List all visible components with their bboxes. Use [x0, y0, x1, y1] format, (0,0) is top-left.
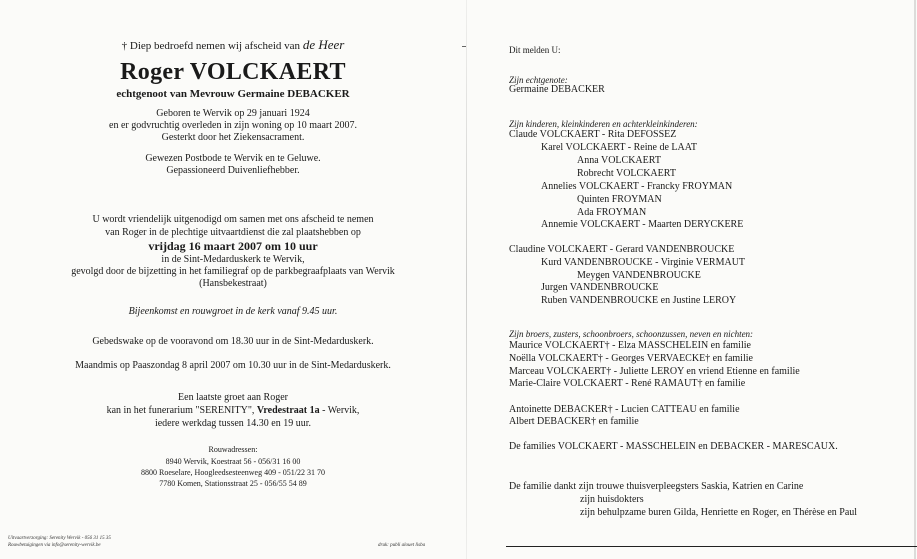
fold-mark	[462, 46, 466, 47]
month-mass-line: Maandmis op Paaszondag 8 april 2007 om 10.30 uur in de Sint-Medarduskerk.	[75, 360, 391, 371]
opening-line: Dit melden U:	[509, 45, 561, 55]
intro-title: de Heer	[302, 37, 345, 52]
greeting-text: kan in het funerarium "SERENITY",	[106, 405, 255, 416]
sibling-line: Marceau VOLCKAERT† - Juliette LEROY en vriend Etienne en familie	[509, 366, 800, 377]
in-law-line: Albert DEBACKER† en familie	[509, 416, 639, 427]
siblings-heading: Zijn broers, zusters, schoonbroers, schoonzussen, neven en nichten:	[509, 329, 754, 339]
intro-text: † Diep bedroefd nemen wij afscheid van	[121, 40, 301, 52]
funeral-home-city: - Wervik,	[322, 405, 360, 416]
death-line: en er godvruchtig overleden in zijn woning op 10 maart 2007.	[109, 120, 357, 131]
address-1: 8940 Wervik, Koestraat 56 - 056/31 16 00	[165, 457, 301, 466]
page-edge-shadow	[914, 0, 916, 559]
family-line: Robrecht VOLCKAERT	[577, 168, 676, 179]
intro-line	[0, 39, 466, 52]
burial-line-2: (Hansbekestraat)	[199, 278, 267, 289]
family-line: Karel VOLCKAERT - Reine de LAAT	[541, 142, 697, 153]
family-line: Jurgen VANDENBROUCKE	[541, 282, 659, 293]
greeting-line-3: iedere werkdag tussen 14.30 en 19 uur.	[154, 418, 312, 429]
bottom-rule	[506, 546, 917, 547]
hobby-line: Gepassioneerd Duivenliefhebber.	[166, 165, 300, 176]
family-line: Anna VOLCKAERT	[577, 155, 661, 166]
spouse-line: echtgenoot van Mevrouw Germaine DEBACKER	[116, 88, 350, 100]
thanks-line-1: De familie dankt zijn trouwe thuisverpleegsters Saskia, Katrien en Carine	[509, 481, 804, 492]
family-line: Annemie VOLCKAERT - Maarten DERYCKERE	[541, 219, 744, 230]
invitation-line-1: U wordt vriendelijk uitgenodigd om samen met ons afscheid te nemen	[92, 214, 374, 225]
family-line: Ruben VANDENBROUCKE en Justine LEROY	[541, 295, 737, 306]
invitation-line-2: van Roger in de plechtige uitvaartdienst die zal plaatshebben op	[105, 227, 361, 238]
family-line: Claudine VOLCKAERT - Gerard VANDENBROUCKE	[509, 244, 735, 255]
occupation-line: Gewezen Postbode te Wervik en te Geluwe.	[145, 153, 321, 164]
family-line: Annelies VOLCKAERT - Francky FROYMAN	[541, 181, 733, 192]
family-line: Kurd VANDENBROUCKE - Virginie VERMAUT	[541, 257, 746, 268]
sibling-line: Marie-Claire VOLCKAERT - René RAMAUT† en familie	[509, 378, 746, 389]
right-panel	[467, 0, 917, 559]
funeral-home-street: Vredestraat 1a	[256, 405, 320, 416]
wake-line: Gebedswake op de vooravond om 18.30 uur in de Sint-Medarduskerk.	[92, 336, 374, 347]
sacrament-line: Gesterkt door het Ziekensacrament.	[161, 132, 305, 143]
footer-undertaker: Uitvaartverzorging: Serenity Wervik - 056 31 15 35	[8, 536, 111, 541]
sibling-line: Noëlla VOLCKAERT† - Georges VERVAECKE† en familie	[509, 353, 753, 364]
in-law-line: Antoinette DEBACKER† - Lucien CATTEAU en familie	[509, 404, 740, 415]
sibling-line: Maurice VOLCKAERT† - Elza MASSCHELEIN en familie	[509, 340, 751, 351]
thanks-line-3: zijn behulpzame buren Gilda, Henriette en Roger, en Thérèse en Paul	[580, 507, 858, 518]
birth-line: Geboren te Wervik op 29 januari 1924	[156, 108, 310, 119]
address-3: 7780 Komen, Stationsstraat 25 - 056/55 54 89	[159, 479, 307, 488]
addresses-title: Rouwadressen:	[208, 445, 258, 454]
printer-credit: druk: publi alouet lisba	[378, 543, 426, 548]
greeting-line-2	[0, 405, 466, 417]
spouse-name: Germaine DEBACKER	[509, 84, 605, 95]
address-2: 8800 Roeselare, Hoogleedsesteenweg 409 - 051/22 31 70	[141, 468, 325, 477]
children-heading: Zijn kinderen, kleinkinderen en achterkleinkinderen:	[509, 119, 698, 129]
gathering-line: Bijeenkomst en rouwgroet in de kerk vanaf 9.45 uur.	[128, 306, 338, 317]
family-line: Claude VOLCKAERT - Rita DEFOSSEZ	[509, 129, 677, 140]
family-line: Meygen VANDENBROUCKE	[577, 270, 701, 281]
service-date: vrijdag 16 maart 2007 om 10 uur	[148, 239, 318, 253]
church-line: in de Sint-Medarduskerk te Wervik,	[161, 254, 305, 265]
burial-line-1: gevolgd door de bijzetting in het familiegraf op de parkbegraafplaats van Wervik	[71, 266, 395, 277]
families-line: De families VOLCKAERT - MASSCHELEIN en DEBACKER - MARESCAUX.	[509, 441, 838, 452]
spouse-heading: Zijn echtgenote:	[509, 75, 568, 85]
thanks-line-2: zijn huisdokters	[580, 494, 644, 505]
greeting-line-1: Een laatste groet aan Roger	[178, 392, 288, 403]
family-line: Ada FROYMAN	[577, 207, 647, 218]
footer-condolences: Rouwbetuigingen via info@serenity-wervik.be	[8, 543, 101, 548]
deceased-name: Roger VOLCKAERT	[120, 59, 346, 85]
family-line: Quinten FROYMAN	[577, 194, 662, 205]
